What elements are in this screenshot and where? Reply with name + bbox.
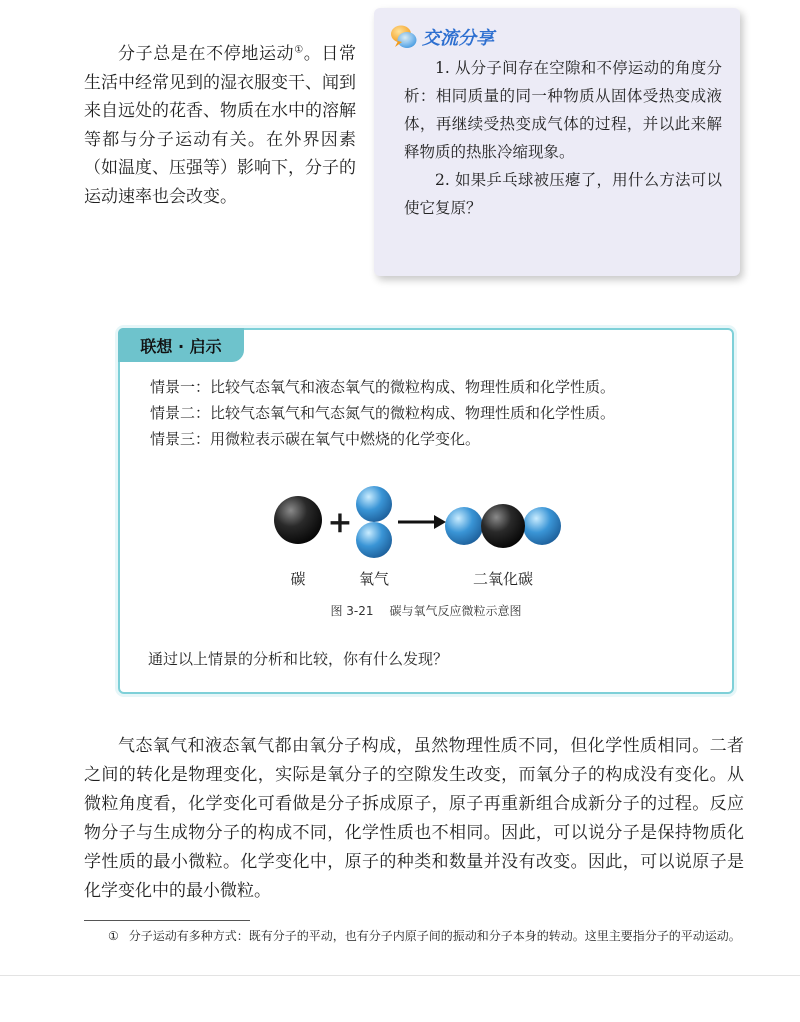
association-tab-label: 联想 · 启示 [140, 336, 222, 356]
share-box [374, 8, 740, 276]
figure-caption [118, 602, 734, 619]
footnote-reference[interactable]: ① [294, 44, 304, 56]
share-title: 交流分享 [422, 28, 494, 49]
share-item: 1. 从分子间存在空隙和不停运动的角度分析：相同质量的同一种物质从固体受热变成液体，再继续受热变成气体的过程，并以此来解释物质的热胀冷缩现象。 [404, 59, 722, 161]
oxygen-atom [356, 522, 392, 558]
chat-bubbles-icon [390, 24, 418, 50]
footnote-mark: ① [108, 929, 119, 943]
footnote-rule [84, 920, 250, 921]
oxygen-atom [356, 486, 392, 522]
scenario-item: 情景三：用微粒表示碳在氧气中燃烧的化学变化。 [150, 430, 481, 448]
oxygen-atom [445, 507, 483, 545]
carbon-atom [274, 496, 322, 544]
main-paragraph: 气态氧气和液态氧气都由氧分子构成，虽然物理性质不同，但化学性质相同。二者之间的转化是物理变化，实际是氧分子的空隙发生改变，而氧分子的构成没有变化。从微粒角度看，化学变化可看做是分子拆成原子，原子再重新组合成新分子的过程。反应物分子与生成物分子的构成不同，化学性质也不相同。因此，可以说分子是保持物质化学性质的最小微粒。化学变化中，原子的种类和数量并没有改变。因此，可以说原子是化学变化中的最小微粒。 [84, 736, 744, 901]
scenario-item: 情景一：比较气态氧气和液态氧气的微粒构成、物理性质和化学性质。 [150, 378, 616, 396]
reaction-arrowhead [434, 515, 446, 529]
label-co2: 二氧化碳 [472, 570, 534, 588]
association-question: 通过以上情景的分析和比较，你有什么发现？ [148, 650, 449, 668]
carbon-atom [481, 504, 525, 548]
label-oxygen: 氧气 [358, 570, 390, 588]
scenario-list [150, 374, 730, 452]
share-item: 2. 如果乒乓球被压瘪了，用什么方法可以使它复原？ [404, 171, 722, 217]
reaction-diagram [150, 470, 590, 594]
share-header [390, 22, 494, 52]
intro-paragraph [84, 40, 356, 211]
page-bottom-divider [0, 975, 800, 976]
plus-sign: + [327, 505, 353, 540]
association-tab [118, 328, 244, 362]
oxygen-atom [523, 507, 561, 545]
figure-caption-text: 碳与氧气反应微粒示意图 [389, 604, 522, 618]
figure-number: 图 3-21 [330, 604, 374, 618]
share-items [404, 54, 722, 222]
intro-text-continued: 。日常生活中经常见到的湿衣服变干、闻到来自远处的花香、物质在水中的溶解等都与分子运动有关。在外界因素（如温度、压强等）影响下，分子的运动速率也会改变。 [84, 44, 357, 207]
scenario-item: 情景二：比较气态氧气和气态氮气的微粒构成、物理性质和化学性质。 [150, 404, 616, 422]
footnote-text: 分子运动有多种方式：既有分子的平动，也有分子内原子间的振动和分子本身的转动。这里主要指分子的平动运动。 [128, 929, 741, 943]
intro-text: 分子总是在不停地运动 [118, 44, 295, 64]
label-carbon: 碳 [290, 570, 306, 588]
footnote [84, 926, 746, 946]
